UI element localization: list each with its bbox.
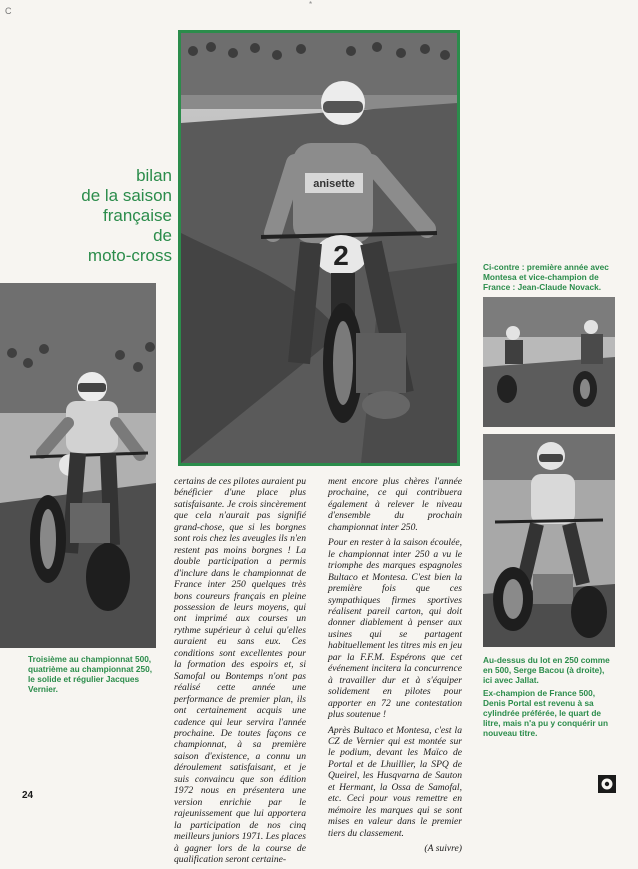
column-2-paragraph-1: ment encore plus chères l'année prochaine, ce qui contribuera également à relever le niveau d'ensemble du prochain championnat inter 250. (328, 476, 462, 533)
caption-vernier: Troisième au championnat 500, quatrième au championnat 250, le solide et régulier Jacques Vernier. (28, 654, 153, 694)
title-line-1: bilan (136, 166, 172, 185)
text-column-2 (328, 476, 462, 855)
column-1-paragraph: certains de ces pilotes auraient pu bénéficier d'une place plus satisfaisante. Je crois sincèrement que cela n'aurait pas signifié grand-chose, que si les borgnes sont rois chez les aveugles ils n'en restent pas moins borgnes ! La double participation a permis d'inclure dans le championnat de France inter 250 quelques très bons coureurs français en pleine possession de leurs moyens, qui ont imprimé aux courses un rythme supérieur à celui qu'elles auraient eu sans eux. Ces conditions sont excellentes pour la formation des espoirs et, si Samofal ou Bontemps n'ont pas réalisé cette année une performance de premier plan, ils ont certainement acquis une cadence qui leur servira l'année prochaine. De toutes façons ce championnat, à sa première saison d'existence, a connu un déroulement satisfaisant, et je suis convaincu que son édition 1972 nous en présentera une version enrichie par le rajeunissement que lui apportera la participation de nos cinq meilleurs juniors 1971. Les places à gagner lors de la course de qualification seront certaine- (174, 476, 306, 865)
title-line-4: de (153, 226, 172, 245)
column-2-paragraph-3: Après Bultaco et Montesa, c'est la CZ de Vernier qui est montée sur le podium, devant les Maïco de Portal et de Lhuillier, la SPQ de Queirel, les Husqvarna de Sauton et Hermant, la Ossa de Samofal, etc. Ceci pour vous remettre en mémoire les marques qui se sont mises en valeur dans le premier tiers du classement. (328, 724, 462, 839)
end-mark-icon (598, 775, 616, 793)
page-number: 24 (22, 790, 34, 801)
title-line-3: française (103, 206, 172, 225)
corner-mark: C (5, 6, 12, 16)
title-line-5: moto-cross (87, 246, 172, 265)
plate-number: 2 (333, 240, 349, 271)
to-be-continued: (A suivre) (424, 843, 462, 855)
column-2-paragraph-2: Pour en rester à la saison écoulée, le championnat inter 250 a vu le triomphe des marques espagnoles Bultaco et Montesa. C'est bien la première fois que ces sympathiques firmes sportives réalisent pareil carton, qui doit donner diablement à penser aux usines qui se partagent habituellement les titres mis en jeu par la F.F.M. Espérons que cet événement incitera la concurrence à travailler dur et à s'équiper solidement en pilotes pour apporter en 72 une contestation plus soutenue ! (328, 537, 462, 721)
title-line-2: de la saison (81, 186, 172, 205)
main-photo-novack (178, 30, 460, 466)
text-column-1 (174, 476, 306, 869)
photo-bacou-jallat (483, 297, 615, 427)
caption-portal: Ex-champion de France 500, Denis Portal est revenu à sa cylindrée préférée, le quart de litre, mais n'a pu y conquérir un nouveau titre. (483, 688, 609, 738)
top-mark: * (309, 0, 313, 9)
photo-portal (483, 434, 615, 647)
caption-bacou: Au-dessus du lot en 250 comme en 500, Serge Bacou (à droite), ici avec Jallat. (483, 655, 610, 685)
photo-vernier (0, 283, 156, 648)
caption-novack: Ci-contre : première année avec Montesa et vice-champion de France : Jean-Claude Novack. (483, 262, 609, 292)
jersey-text: anisette (313, 178, 355, 190)
article-title (40, 166, 172, 266)
